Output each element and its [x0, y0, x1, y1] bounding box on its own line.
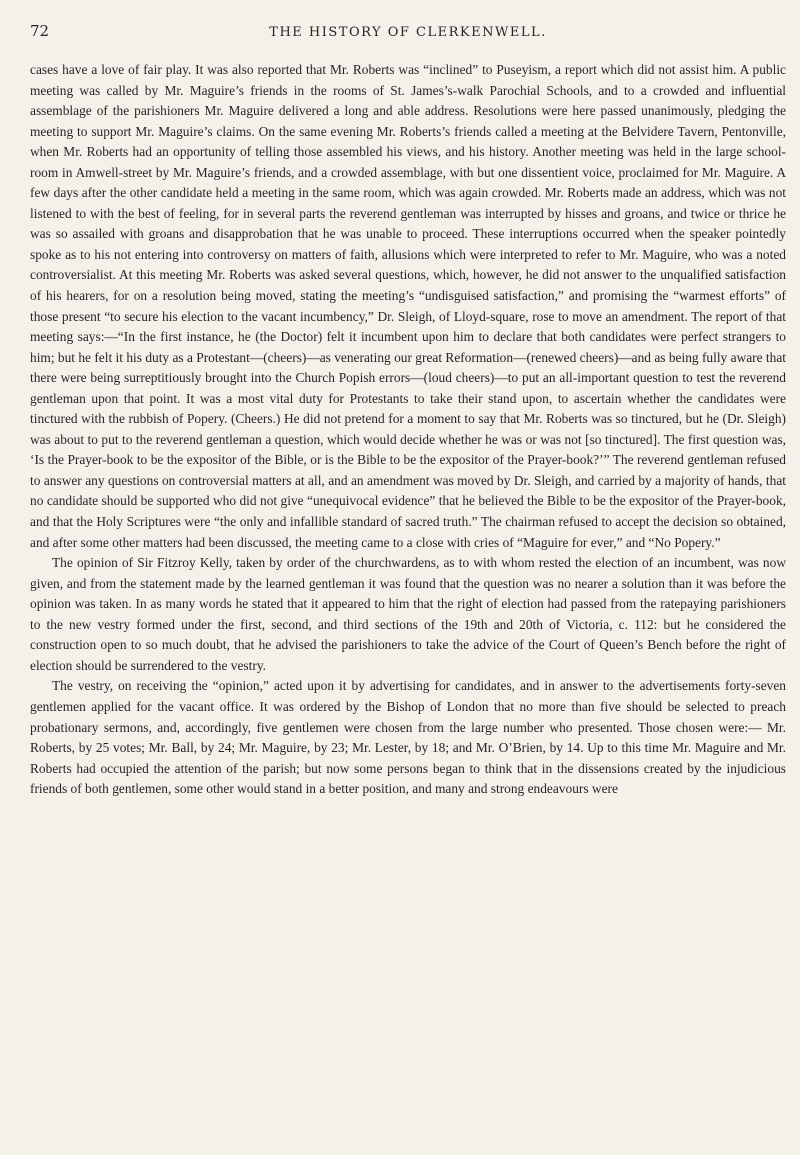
paragraph: The vestry, on receiving the “opinion,” acted upon it by advertising for candidates, and in answer to the advertisements forty-seven gentlemen applied for the vacant office. It was ordered by the Bishop of London that no more than five should be selected to preach probationary sermons, and, accordingly, five gentlemen were chosen from the large number who presented. Those chosen were:— Mr. Roberts, by 25 votes; Mr. Ball, by 24; Mr. Maguire, by 23; Mr. Lester, by 18; and Mr. O’Brien, by 14. Up to this time Mr. Maguire and Mr. Roberts had occupied the attention of the parish; but now some persons began to think that in the dissensions created by the injudicious friends of both gentlemen, some other would stand in a better position, and many and strong endeavours were: [30, 678, 786, 797]
paragraph: cases have a love of fair play. It was also reported that Mr. Roberts was “inclined” to Puseyism, a report which did not assist him. A public meeting was called by Mr. Maguire’s friends in the rooms of St. James’s-walk Parochial Schools, and to a crowded and influential assemblage of the parishioners Mr. Maguire delivered a long and able address. Resolutions were here passed unanimously, pledging the meeting to support Mr. Maguire’s claims. On the same evening Mr. Roberts’s friends called a meeting at the Belvidere Tavern, Pentonville, when Mr. Roberts had an opportunity of telling those assembled his views, and his history. Another meeting was held in the large school-room in Amwell-street by Mr. Maguire’s friends, and a crowded assemblage, with but one dissentient voice, proclaimed for Mr. Maguire. A few days after the other candidate held a meeting in the same room, which was again crowded. Mr. Roberts made an address, which was not listened to with the best of feeling, for in several parts the reverend gentleman was interrupted by hisses and groans, and twice or thrice he was so assailed with groans and disapprobation that he was unable to proceed. These interruptions occurred when the speaker pointedly spoke as to his not entering into controversy on matters of faith, allusions which were interpreted to refer to Mr. Maguire, who was a noted controversialist. At this meeting Mr. Roberts was asked several questions, which, however, he did not answer to the unqualified satisfaction of his hearers, for on a resolution being moved, stating the meeting’s “undisguised satisfaction,” and promising the “warmest efforts” of those present “to secure his election to the vacant incumbency,” Dr. Sleigh, of Lloyd-square, rose to move an amendment. The report of that meeting says:—“In the first instance, he (the Doctor) felt it incumbent upon him to declare that both candidates were perfect strangers to him; but he felt it his duty as a Protestant—(cheers)—as venerating our great Reformation—(renewed cheers)—and as being fully aware that there were being surreptitiously brought into the Church Popish errors—(loud cheers)—to put an all-important question to test the reverend gentleman upon that point. It was a most vital duty for Protestants to take their stand upon, to ascertain whether the candidates were tinctured with the rubbish of Popery. (Cheers.) He did not pretend for a moment to say that Mr. Roberts was so tinctured, but he (Dr. Sleigh) was about to put to the reverend gentleman a question, which would decide whether he was or was not [so tinctured]. The first question was, ‘Is the Prayer-book to be the expositor of the Bible, or is the Bible to be the expositor of the Prayer-book?’” The reverend gentleman refused to answer any questions on controversial matters at all, and an amendment was moved by Dr. Sleigh, and carried by a majority of hands, that no candidate should be supported who did not give “unequivocal evidence” that he believed the Bible to be the expositor of the Prayer-book, and that the Holy Scriptures were “the only and infallible standard of sacred truth.” The chairman refused to accept the decision so obtained, and after some other matters had been discussed, the meeting came to a close with cries of “Maguire for ever,” and “No Popery.”: [30, 62, 786, 550]
page-number: 72: [30, 22, 50, 40]
running-head: [30, 22, 786, 50]
running-head-title: THE HISTORY OF CLERKENWELL.: [269, 25, 547, 40]
paragraph: The opinion of Sir Fitzroy Kelly, taken by order of the churchwardens, as to with whom rested the election of an incumbent, was now given, and from the statement made by the learned gentleman it was found that the question was no nearer a solution than it was before the opinion was taken. In as many words he stated that it appeared to him that the right of election had passed from the ratepaying parishioners to the new vestry formed under the first, second, and third sections of the 19th and 20th of Victoria, c. 112: but he considered the construction open to so much doubt, that he advised the parishioners to take the advice of the Court of Queen’s Bench before the right of election should be surrendered to the vestry.: [30, 555, 786, 673]
body-text: [30, 60, 786, 800]
book-page: [30, 22, 786, 800]
